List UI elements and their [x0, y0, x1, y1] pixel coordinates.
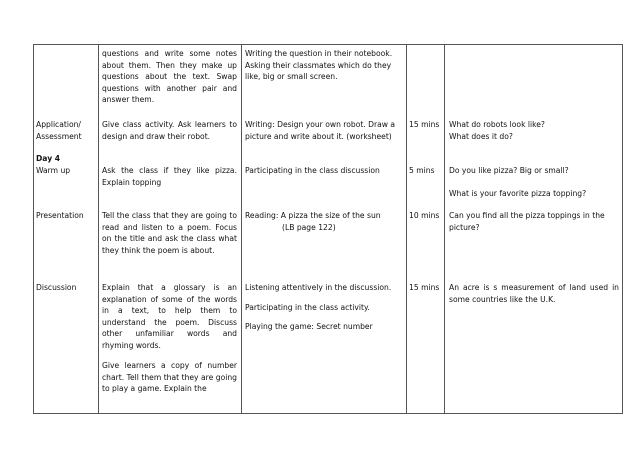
table-cell-student-activity: Participating in the class discussion: [245, 166, 380, 175]
student-activity-line: Listening attentively in the discussion.: [245, 283, 392, 292]
table-cell-student-activity: [245, 282, 405, 333]
stage-label-application: Application/ Assessment: [36, 120, 82, 141]
student-activity-line: Playing the game: Secret number: [245, 322, 373, 331]
question-line: What does it do?: [449, 131, 513, 141]
activity-paragraph: Explain that a glossary is an explanation of some of the words in a text, to help them to understand the poem. Discuss other unfamiliar words and rhyming words.: [102, 283, 237, 350]
table-cell-activity: questions and write some notes about them. Then they make up questions about the text. Swap questions with another pair and answer them.: [102, 49, 237, 104]
column-divider: [406, 44, 407, 414]
question-line: What do robots look like?: [449, 120, 545, 129]
table-cell-time: 5 mins: [409, 166, 435, 175]
stage-label-warmup: Warm up: [36, 166, 71, 175]
table-border-right: [622, 44, 623, 414]
stage-label-presentation: Presentation: [36, 211, 84, 220]
table-border-bottom: [33, 413, 623, 414]
question-line: Do you like pizza? Big or small?: [449, 166, 569, 175]
table-cell-time: 15 mins: [409, 283, 440, 292]
table-border-top: [33, 44, 623, 45]
table-border-left: [33, 44, 34, 414]
table-cell-activity: Ask the class if they like pizza. Explain topping: [102, 166, 237, 187]
table-cell-questions: [449, 119, 619, 142]
table-cell-questions: Can you find all the pizza toppings in the picture?: [449, 211, 605, 232]
day-label: Day 4: [36, 154, 61, 163]
table-cell-student-activity: [245, 210, 405, 233]
lesson-plan-table: [33, 44, 623, 414]
question-line: What is your favorite pizza topping?: [449, 188, 587, 198]
table-cell-questions: [449, 165, 621, 199]
column-divider: [241, 44, 242, 414]
reading-page-ref: (LB page 122): [282, 222, 336, 232]
table-cell-activity: Tell the class that they are going to read and listen to a poem. Focus on the title and ask the class what they think the poem is about.: [102, 211, 237, 255]
stage-label-discussion: Discussion: [36, 283, 77, 292]
activity-paragraph: Give learners a copy of number chart. Tell them that they are going to play a game. Explain the: [102, 361, 237, 393]
reading-title: Reading: A pizza the size of the sun: [245, 211, 381, 220]
student-activity-line: Participating in the class activity.: [245, 302, 370, 312]
column-divider: [444, 44, 445, 414]
table-cell-activity: Give class activity. Ask learners to design and draw their robot.: [102, 120, 237, 141]
table-cell-questions: An acre is s measurement of land used in some countries like the U.K.: [449, 283, 619, 304]
table-cell-time: 15 mins: [409, 120, 440, 129]
table-cell-activity: [102, 282, 237, 395]
column-divider: [98, 44, 99, 414]
table-cell-student-activity: Writing the question in their notebook. Asking their classmates which do they like, big or small screen.: [245, 49, 393, 81]
table-cell-time: 10 mins: [409, 211, 440, 220]
table-cell-student-activity: Writing: Design your own robot. Draw a picture and write about it. (worksheet): [245, 120, 396, 141]
